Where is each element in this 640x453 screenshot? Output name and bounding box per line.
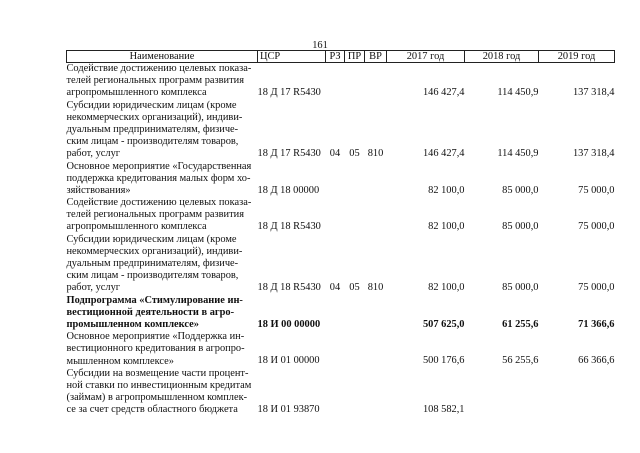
row-csr: 18 И 01 93870 [257,404,320,416]
row-2019: 75 000,0 [578,184,615,196]
row-pr [345,295,365,332]
row-2019: 71 366,6 [578,318,615,330]
row-rz [326,368,345,417]
row-2018: 85 000,0 [502,221,539,233]
row-vr: 810 [367,148,384,160]
row-vr [365,197,387,234]
row-rz: 04 [329,282,341,294]
table-row [67,197,615,234]
row-name-line: Основное мероприятие «Государственная [66,160,252,172]
row-vr [365,161,387,198]
header-pr: ПР [345,51,365,63]
row-2017: 82 100,0 [428,282,465,294]
row-rz [326,161,345,198]
row-csr: 18 Д 18 00000 [257,184,320,196]
row-name-line: телей региональных программ развития [66,75,244,87]
row-name [67,368,258,417]
row-csr: 18 Д 18 R5430 [257,282,321,294]
row-csr: 18 И 01 00000 [257,355,320,367]
row-2017: 500 176,6 [422,355,465,367]
row-2017: 507 625,0 [422,318,465,330]
row-2017: 82 100,0 [428,221,465,233]
table-row [67,295,615,332]
row-2018: 114 450,9 [497,87,539,99]
table-row [67,161,615,198]
row-name-line: работ, услуг [66,282,121,294]
row-name-line: некоммерческих организаций), индиви- [66,245,243,257]
row-2017: 108 582,1 [422,404,465,416]
row-name-line: Субсидии на возмещение части процент- [66,367,249,379]
row-name [67,100,258,161]
header-csr: ЦСР [258,51,326,63]
row-2019: 66 366,6 [578,355,615,367]
row-name [67,63,258,100]
header-2017: 2017 год [387,51,465,63]
row-name-line: Субсидии юридическим лицам (кроме [66,233,237,245]
row-2018: 56 255,6 [502,355,539,367]
row-name [67,295,258,332]
header-2019: 2019 год [539,51,615,63]
row-2019: 137 318,4 [572,87,615,99]
row-csr: 18 Д 17 R5430 [257,87,321,99]
table-row [67,331,615,368]
row-vr [365,331,387,368]
row-name-line: промышленном комплексе» [66,318,199,330]
row-2019 [539,368,615,417]
row-name-line: ским лицам - производителям товаров, [66,270,239,282]
row-2019: 137 318,4 [572,148,615,160]
row-name-line: мышленном комплексе» [66,355,174,367]
row-name-line: агропромышленного комплекса [66,87,207,99]
row-rz [326,197,345,234]
row-csr: 18 И 00 00000 [257,318,321,330]
row-2018: 114 450,9 [497,148,539,160]
header-2018: 2018 год [465,51,539,63]
table-row [67,368,615,417]
row-pr [345,63,365,100]
header-name: Наименование [67,51,258,63]
row-name-line: Подпрограмма «Стимулирование ин- [66,294,243,306]
row-name-line: работ, услуг [66,148,121,160]
row-name-line: Содействие достижению целевых показа- [66,197,252,209]
row-name-line: ной ставки по инвестиционным кредитам [66,379,252,391]
row-pr: 05 [349,148,360,160]
header-rz: РЗ [326,51,345,63]
table-header [67,51,615,63]
budget-table [66,50,615,416]
row-name-line: вестиционной деятельности в агро- [66,306,235,318]
row-name-line: агропромышленного комплекса [66,221,207,233]
row-2018: 85 000,0 [502,282,539,294]
page-number: 161 [312,40,328,51]
row-pr [345,161,365,198]
row-vr [365,295,387,332]
row-csr: 18 Д 18 R5430 [257,221,321,233]
row-name-line: дуальным предпринимателям, физиче- [66,258,239,269]
row-2019: 75 000,0 [578,221,615,233]
row-name-line: телей региональных программ развития [66,209,244,221]
row-pr: 05 [349,282,360,294]
row-rz: 04 [329,148,341,160]
row-name-line: поддержка кредитования малых форм хо- [66,172,251,184]
row-name-line: (займам) в агропромышленном комплек- [66,392,248,404]
row-name-line: некоммерческих организаций), индиви- [66,111,243,123]
row-rz [326,331,345,368]
row-name-line: дуальным предпринимателям, физиче- [66,123,239,135]
row-pr [345,368,365,417]
row-name-line: вестиционного кредитования в агропро- [66,343,245,355]
table-row [67,234,615,295]
row-vr: 810 [367,282,384,294]
row-2019: 75 000,0 [578,282,615,294]
table-row [67,100,615,161]
row-csr: 18 Д 17 R5430 [257,148,321,160]
row-name-line: Содействие достижению целевых показа- [66,63,252,74]
row-pr [345,331,365,368]
row-rz [326,63,345,100]
row-name [67,161,258,198]
row-2017: 146 427,4 [422,148,465,160]
row-2017: 82 100,0 [428,184,465,196]
table-row [67,63,615,100]
row-name-line: ским лицам - производителям товаров, [66,136,239,148]
row-2018: 85 000,0 [502,184,539,196]
table-body [67,63,615,417]
row-name-line: Субсидии юридическим лицам (кроме [66,99,237,111]
header-vr: ВР [365,51,387,63]
row-name [67,234,258,295]
row-name [67,331,258,368]
row-rz [326,295,345,332]
row-2018: 61 255,6 [502,318,539,330]
row-name-line: зяйствования» [66,184,131,196]
row-pr [345,197,365,234]
row-name [67,197,258,234]
row-2018 [465,368,539,417]
row-name-line: Основное мероприятие «Поддержка ин- [66,331,245,343]
row-vr [365,63,387,100]
row-vr [365,368,387,417]
row-name-line: се за счет средств областного бюджета [66,404,238,416]
row-2017: 146 427,4 [422,87,465,99]
